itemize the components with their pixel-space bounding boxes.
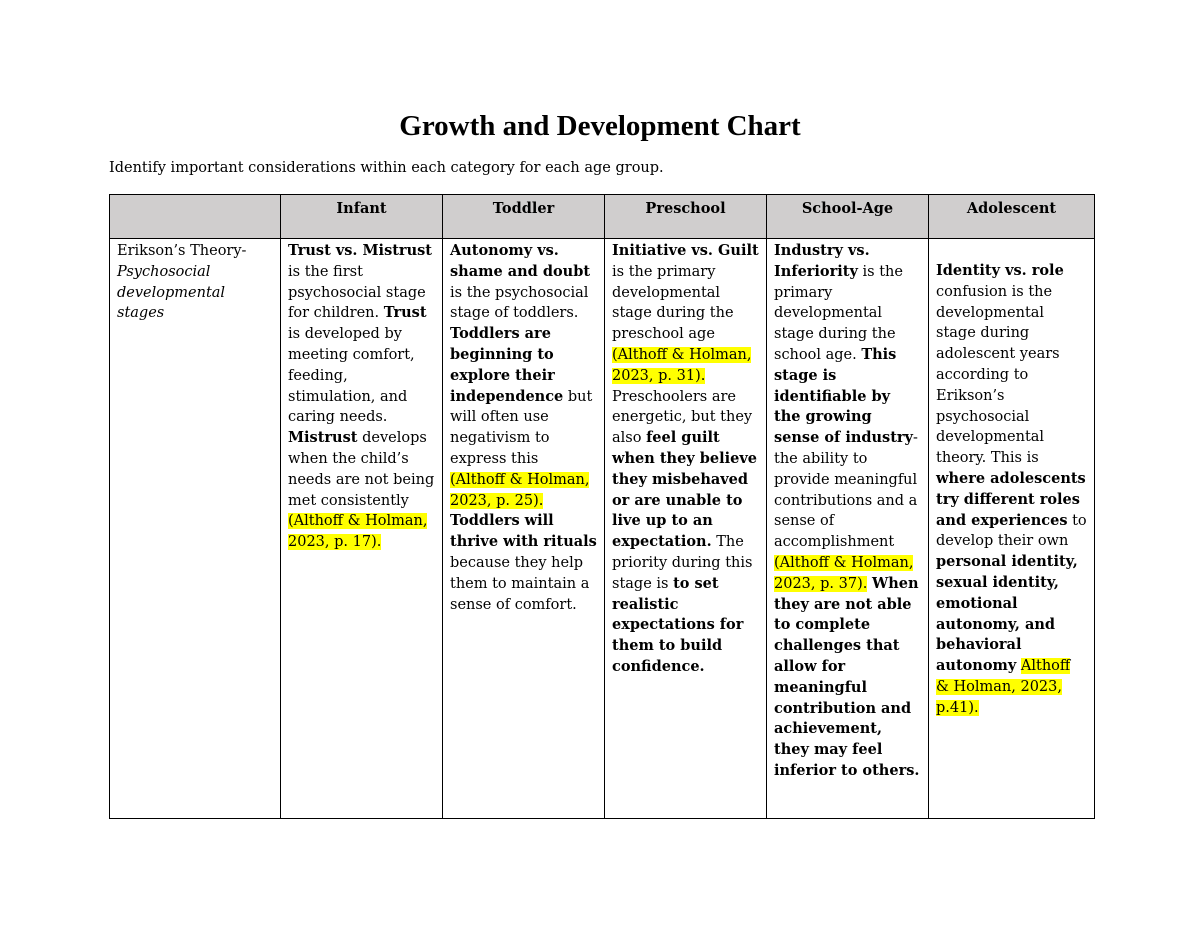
header-cell-preschool: Preschool (605, 195, 767, 239)
text-run: is developed by meeting comfort, feeding, stimulation, and caring needs. (288, 326, 415, 426)
text-run: is the primary developmental stage during the preschool age (612, 263, 734, 343)
text-run: The priority during this stage is (612, 534, 753, 592)
bold-text-run: Toddlers will thrive with rituals (450, 512, 597, 551)
citation-highlight: (Althoff & Holman, 2023, p. 17). (288, 513, 428, 551)
table-row (110, 239, 1095, 819)
header-cell-blank (110, 195, 281, 239)
text-run: but will often use negativism to express this (450, 388, 593, 467)
text-run: is the primary developmental stage during the school age. (774, 263, 903, 363)
citation-highlight: (Althoff & Holman, 2023, p. 31). (612, 346, 752, 384)
header-cell-adolescent: Adolescent (929, 195, 1095, 239)
bold-text-run: Autonomy vs. shame and doubt (450, 242, 591, 280)
bold-text-run: to set realistic expectations for them to build confidence. (612, 574, 744, 675)
header-cell-infant: Infant (281, 195, 443, 239)
bold-text-run: Initiative vs. Guilt (612, 242, 759, 259)
text-run: develops when the child’s needs are not being met consistently (288, 430, 435, 509)
text-run: is the first psychosocial stage for children. (288, 263, 426, 322)
bold-text-run: Industry vs. Inferiority (774, 242, 870, 280)
bold-text-run: Mistrust (288, 429, 358, 447)
header-cell-toddler: Toddler (443, 195, 605, 239)
adolescent-content (936, 263, 1087, 716)
text-run: Preschoolers are energetic, but they also (612, 388, 753, 447)
infant-cell (281, 239, 443, 819)
header-row (110, 195, 1095, 239)
growth-development-table (109, 194, 1095, 819)
header-cell-school-age: School-Age (767, 195, 929, 239)
text-run: is the psychosocial stage of toddlers. (450, 284, 589, 322)
bold-text-run: Toddlers are beginning to explore their independence (450, 325, 564, 405)
category-label: Erikson’s Theory- (117, 243, 247, 259)
bold-text-run: Trust (383, 304, 427, 322)
bold-text-run: personal identity, sexual identity, emotional autonomy, and behavioral autonomy (936, 553, 1078, 675)
text-run: to develop their own (936, 512, 1087, 550)
bold-text-run: This stage is identifiable by the growing sense of industry (774, 345, 913, 447)
adolescent-cell (929, 239, 1095, 819)
page-title: Growth and Development Chart (399, 110, 801, 142)
bold-text-run: Trust vs. Mistrust (288, 242, 432, 259)
bold-text-run: where adolescents try different roles and experiences (936, 469, 1086, 529)
category-cell (110, 239, 281, 819)
toddler-cell (443, 239, 605, 819)
citation-highlight: Althoff & Holman, 2023, p.41). (936, 658, 1071, 716)
bold-text-run: Identity vs. role (936, 262, 1064, 279)
bold-text-run: feel guilt when they believe they misbehaved or are unable to live up to an expectation. (612, 429, 758, 551)
preschool-cell (605, 239, 767, 819)
category-label-italic: Psychosocial developmental stages (117, 263, 226, 322)
citation-highlight: (Althoff & Holman, 2023, p. 25). (450, 471, 590, 509)
instructions-text: Identify important considerations within each category for each age group. (109, 160, 664, 176)
text-run: confusion is the developmental stage during adolescent years according to Erikson’s psychosocial developmental theory. This is (936, 283, 1060, 467)
citation-highlight: (Althoff & Holman, 2023, p. 37). (774, 554, 914, 592)
school-age-cell (767, 239, 929, 819)
bold-text-run: When they are not able to complete challenges that allow for meaningful contribution and achievement, they may feel inferior to others. (774, 574, 920, 779)
text-run: because they help them to maintain a sense of comfort. (450, 554, 590, 613)
text-run: - the ability to provide meaningful contributions and a sense of accomplishment (774, 430, 918, 551)
